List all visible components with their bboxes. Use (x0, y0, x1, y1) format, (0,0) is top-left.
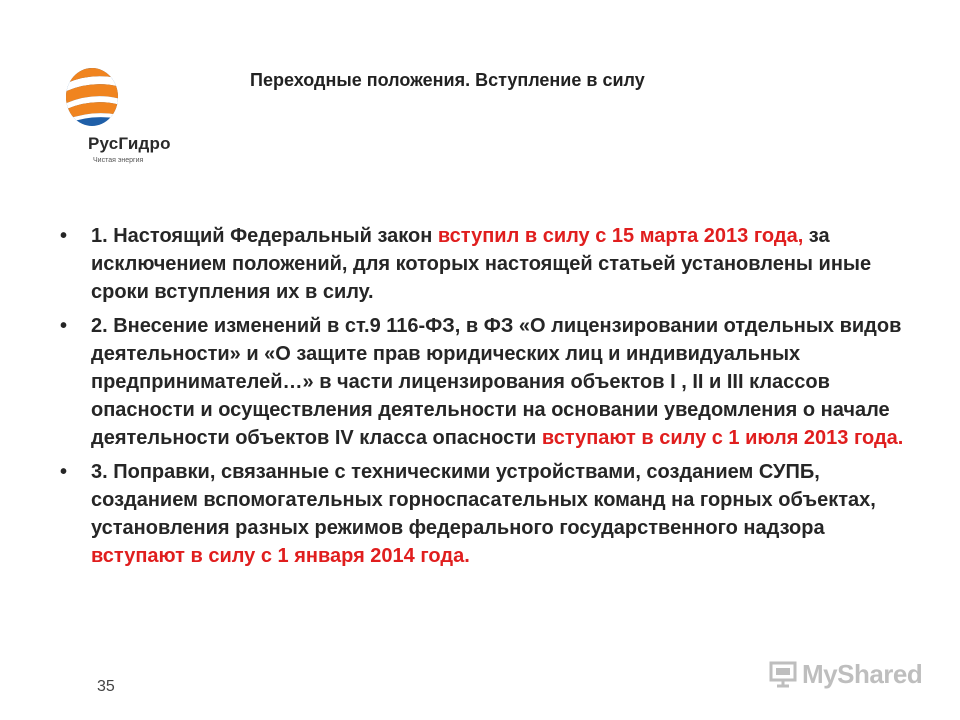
page-number: 35 (97, 678, 115, 695)
logo-tagline: Чистая энергия (93, 157, 144, 164)
bullet-list (60, 222, 920, 576)
watermark-text: MyShared (802, 658, 923, 689)
bullet-dot-icon: • (60, 315, 68, 337)
bullet-item (60, 458, 920, 570)
bullet-highlight: вступают в силу с 1 июля 2013 года. (541, 427, 904, 449)
slide-title: Переходные положения. Вступление в силу (250, 70, 645, 90)
bullet-dot-icon: • (60, 461, 68, 483)
rushydro-emblem-icon (64, 66, 120, 128)
bullet-highlight: вступают в силу с 1 января 2014 года. (91, 545, 470, 567)
bullet-text: 3. Поправки, связанные с техническими устройствами, созданием СУПБ, созданием вспомогательных горноспасательных команд на горных объектах, установления разных режимов федерального государственного надзора (91, 461, 876, 539)
rushydro-logo (60, 66, 190, 176)
bullet-item (60, 222, 920, 306)
bullet-item (60, 312, 920, 452)
presentation-icon (768, 659, 798, 689)
bullet-highlight: вступил в силу с 15 марта 2013 года, (437, 225, 804, 247)
bullet-text-after: за исключением положений, для которых настоящей статьей установлены иные сроки вступления их в силу. (91, 225, 872, 303)
bullet-text: 1. Настоящий Федеральный закон (91, 225, 438, 247)
logo-name: РусГидро (88, 134, 171, 153)
myshared-watermark[interactable] (768, 656, 928, 692)
bullet-dot-icon: • (60, 225, 68, 247)
bullet-text: 2. Внесение изменений в ст.9 116-ФЗ, в ФЗ «О лицензировании отдельных видов деятельности» и «О защите прав юридических лиц и индивидуальных предпринимателей…» в части лицензирования объектов I , II и III классов опасности и осуществления деятельности на основании уведомления о начале деятельности объектов IV класса опасности (91, 315, 902, 449)
